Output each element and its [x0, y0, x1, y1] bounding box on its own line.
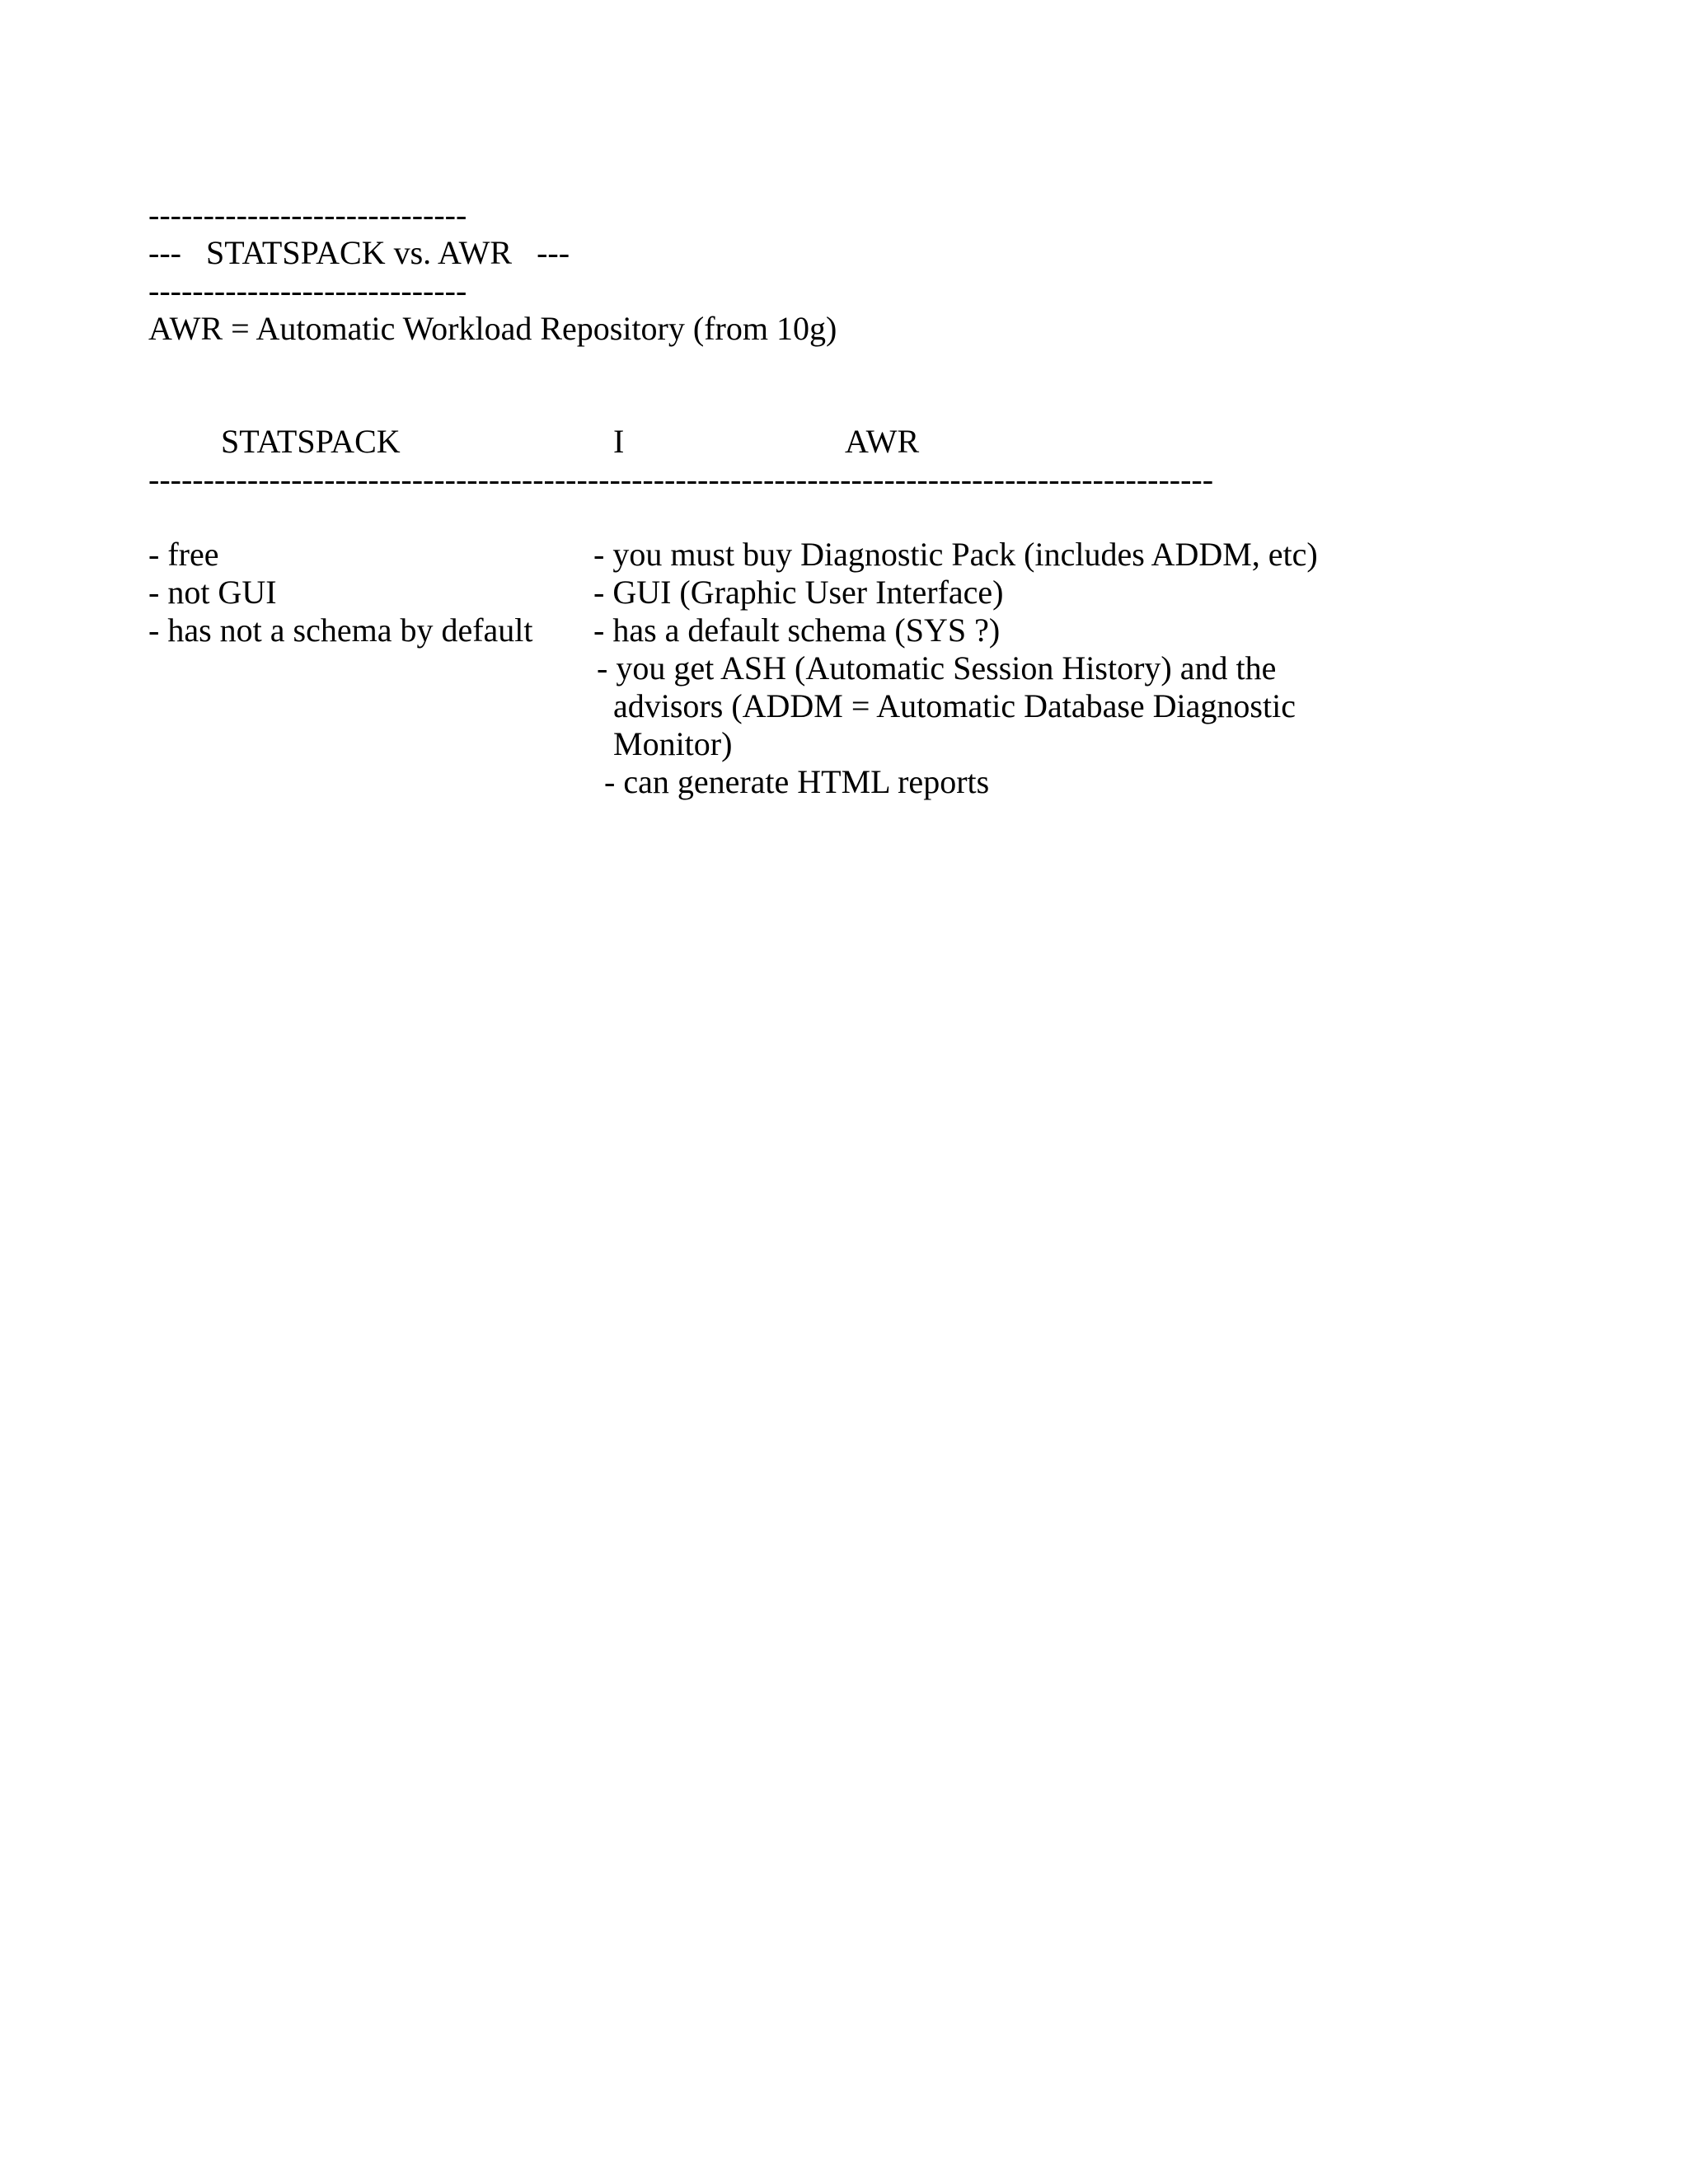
column-separator-heading: I: [613, 423, 625, 460]
awr-item-ash-continuation-1: advisors (ADDM = Automatic Database Diagnostic: [613, 687, 1296, 724]
statspack-column-heading: STATSPACK: [221, 423, 401, 460]
awr-column-heading: AWR: [845, 423, 920, 460]
header-rule-top: -----------------------------: [148, 196, 467, 233]
header-rule-bottom: -----------------------------: [148, 272, 467, 309]
awr-item-ash: - you get ASH (Automatic Session History) and the: [597, 649, 1277, 687]
statspack-item-free: - free: [148, 536, 219, 573]
awr-item-gui: - GUI (Graphic User Interface): [593, 574, 1004, 611]
awr-item-html-reports: - can generate HTML reports: [604, 763, 990, 800]
awr-definition: AWR = Automatic Workload Repository (from 10g): [148, 310, 837, 347]
page-title: --- STATSPACK vs. AWR ---: [148, 234, 570, 271]
statspack-item-not-gui: - not GUI: [148, 574, 277, 611]
table-divider: -------------------------------------------------------------------------------------------------: [148, 461, 1214, 498]
awr-item-diagnostic-pack: - you must buy Diagnostic Pack (includes ADDM, etc): [593, 536, 1318, 573]
statspack-item-no-schema: - has not a schema by default: [148, 612, 533, 649]
awr-item-ash-continuation-2: Monitor): [613, 725, 733, 762]
awr-item-default-schema: - has a default schema (SYS ?): [593, 612, 1001, 649]
